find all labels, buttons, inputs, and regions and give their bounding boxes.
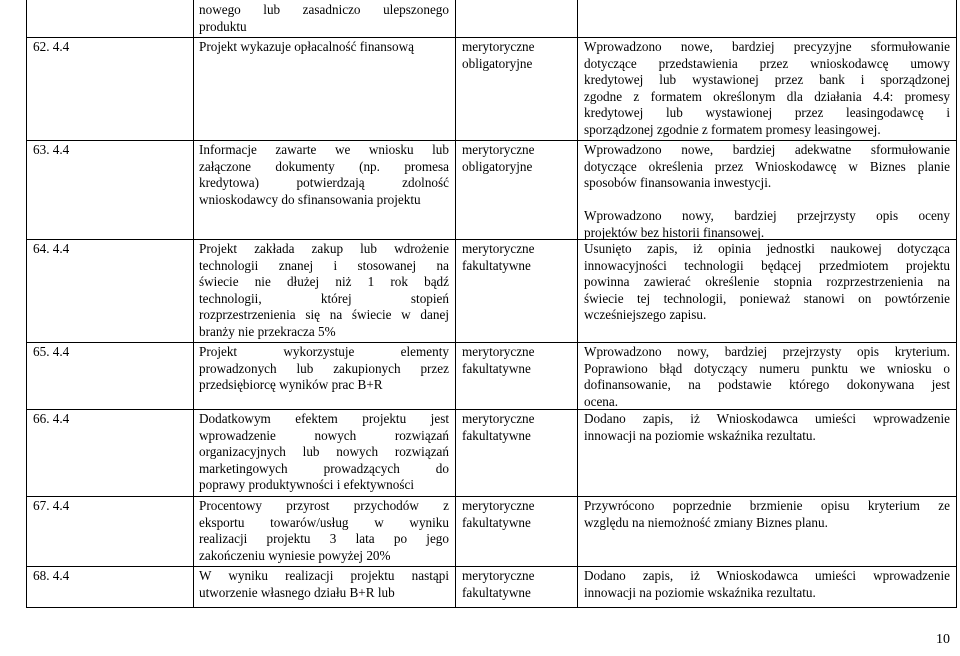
criterion-type-text: fakultatywne — [462, 427, 531, 443]
row-number: 63. 4.4 — [33, 142, 70, 157]
criterion-type-text: obligatoryjne — [462, 158, 533, 174]
change-justification-text: innowacyjności technologii będącej przedmiotem projektu — [584, 257, 950, 273]
criterion-type-cell — [462, 568, 574, 601]
criterion-text: technologii znanej i stosowanej na — [199, 257, 449, 273]
criterion-type-cell — [462, 39, 574, 72]
criterion-text: przedsiębiorcę wyników prac B+R — [199, 377, 383, 392]
criterion-text: branży nie przekracza 5% — [199, 323, 336, 339]
change-justification-text: innowacji na poziomie wskaźnika rezultatu. — [584, 584, 816, 600]
criterion-text: wnioskodawcy do sfinansowania projektu — [199, 191, 421, 207]
criterion-text: W wyniku realizacji projektu nastąpi — [199, 568, 449, 583]
page-number: 10 — [936, 632, 950, 647]
change-justification-text: Usunięto zapis, iż opinia jednostki naukowej dotycząca — [584, 241, 950, 256]
criterion-type-text: fakultatywne — [462, 257, 531, 273]
criterion-type-cell — [462, 344, 574, 377]
criterion-type-cell — [462, 498, 574, 531]
change-justification-text: względu na niemożność zmiany Biznes planu. — [584, 514, 828, 530]
table-border-left — [26, 0, 27, 608]
table-border-bottom — [26, 607, 957, 608]
row-number: 68. 4.4 — [33, 568, 70, 583]
column-divider-2 — [455, 0, 456, 608]
column-divider-3 — [577, 0, 578, 608]
criterion-text: zakończeniu wyniesie powyżej 20% — [199, 547, 391, 563]
change-justification-text: powinna zawierać określenie stopnia rozprzestrzenienia na — [584, 274, 950, 289]
criterion-text: Procentowy przyrost przychodów z — [199, 498, 449, 513]
change-justification-text: Poprawiono błąd dotyczący numeru punktu we wniosku o — [584, 360, 950, 376]
criterion-text: marketingowych prowadzących do — [199, 460, 449, 476]
change-justification-cell — [584, 344, 950, 410]
change-justification-text: sporządzonej zgodnie z formatem promesy leasingowej. — [584, 121, 881, 137]
row-divider — [26, 566, 957, 567]
row-divider — [26, 342, 957, 343]
row-number: 64. 4.4 — [33, 241, 70, 256]
change-justification-text: Wprowadzono nowy, bardziej przejrzysty opis oceny — [584, 208, 950, 223]
change-justification-text: Dodano zapis, iż Wnioskodawca umieści wprowadzenie — [584, 568, 950, 583]
change-justification-cell — [584, 411, 950, 444]
criterion-cell — [199, 2, 449, 35]
criterion-text: utworzenie własnego działu B+R lub — [199, 584, 395, 600]
row-divider — [26, 37, 957, 38]
change-justification-text: dotyczące przedstawienia przez wnioskodawcę umowy — [584, 55, 950, 71]
criterion-text: wprowadzenie nowych rozwiązań — [199, 427, 449, 443]
criterion-type-text: obligatoryjne — [462, 55, 533, 71]
change-justification-cell — [584, 498, 950, 531]
change-justification-text: Przywrócono poprzednie brzmienie opisu kryterium ze — [584, 498, 950, 513]
criterion-text: nowego lub zasadniczo ulepszonego — [199, 2, 449, 17]
row-number: 67. 4.4 — [33, 498, 70, 513]
change-justification-text — [584, 192, 950, 209]
criterion-type-text: merytoryczne — [462, 411, 535, 426]
change-justification-text: Wprowadzono nowe, bardziej adekwatne sformułowanie — [584, 142, 950, 157]
row-number: 65. 4.4 — [33, 344, 70, 359]
criterion-cell — [199, 142, 449, 208]
change-justification-text: Wprowadzono nowe, bardziej precyzyjne sformułowanie — [584, 39, 950, 54]
criterion-text: poprawy produktywności i efektywności — [199, 477, 414, 492]
change-justification-text: Dodano zapis, iż Wnioskodawca umieści wprowadzenie — [584, 411, 950, 426]
change-justification-text: zgodne z formatem określonym dla działania 4.4: promesy — [584, 88, 950, 104]
criterion-type-text: fakultatywne — [462, 584, 531, 600]
criterion-text: świecie nie dłużej niż 1 rok bądź — [199, 274, 449, 289]
row-divider — [26, 140, 957, 141]
criterion-text: realizacji projektu 3 lata po jego — [199, 531, 449, 546]
change-justification-text: wcześniejszego zapisu. — [584, 307, 707, 322]
criterion-type-text: merytoryczne — [462, 568, 535, 583]
criterion-type-text: merytoryczne — [462, 498, 535, 513]
change-justification-cell — [584, 39, 950, 138]
criterion-type-text: fakultatywne — [462, 360, 531, 376]
criterion-text: produktu — [199, 18, 247, 34]
criterion-text: kredytowa) potwierdzają zdolność — [199, 175, 449, 190]
criterion-cell — [199, 39, 449, 56]
change-justification-text: innowacji na poziomie wskaźnika rezultatu. — [584, 427, 816, 443]
column-divider-1 — [193, 0, 194, 608]
criterion-type-text: merytoryczne — [462, 241, 535, 256]
change-justification-text: Wprowadzono nowy, bardziej przejrzysty opis kryterium. — [584, 344, 950, 359]
criterion-cell — [199, 498, 449, 564]
criterion-type-cell — [462, 142, 574, 175]
table-border-right — [956, 0, 957, 608]
criterion-text: Informacje zawarte we wniosku lub — [199, 142, 449, 157]
criterion-text: eksportu towarów/usług w wyniku — [199, 514, 449, 530]
criterion-type-cell — [462, 411, 574, 444]
change-justification-cell — [584, 241, 950, 324]
criterion-text: Projekt wykorzystuje elementy — [199, 344, 449, 359]
criterion-text: rozprzestrzenienia się na świecie w danej — [199, 307, 449, 322]
row-divider — [26, 496, 957, 497]
criterion-type-text: merytoryczne — [462, 344, 535, 359]
change-justification-text: świecie tej technologii, ponieważ stanowi on powtórzenie — [584, 290, 950, 306]
change-justification-cell — [584, 142, 950, 241]
change-justification-text: dofinansowanie, na podstawie którego dokonywana jest — [584, 377, 950, 392]
change-justification-cell — [584, 568, 950, 601]
change-justification-text: dotyczące określenia przez Wnioskodawcę w Biznes planie — [584, 158, 950, 174]
change-justification-text: kredytowej lub wystawionej przez bank i sporządzonej — [584, 72, 950, 87]
criterion-text: technologii, której stopień — [199, 290, 449, 306]
criterion-text: załączone dokumenty (np. promesa — [199, 158, 449, 174]
criterion-text: Projekt zakłada zakup lub wdrożenie — [199, 241, 449, 256]
criterion-cell — [199, 241, 449, 340]
criterion-text: Dodatkowym efektem projektu jest — [199, 411, 449, 426]
criterion-text: organizacyjnych lub nowych rozwiązań — [199, 444, 449, 459]
row-number: 62. 4.4 — [33, 39, 70, 54]
criterion-cell — [199, 411, 449, 494]
criterion-text: prowadzonych lub zakupionych przez — [199, 360, 449, 376]
change-justification-text: ocena. — [584, 393, 619, 409]
criterion-type-text: merytoryczne — [462, 39, 535, 54]
change-justification-text: projektów bez historii finansowej. — [584, 224, 765, 240]
criterion-type-text: fakultatywne — [462, 514, 531, 530]
criterion-text: Projekt wykazuje opłacalność finansową — [199, 39, 414, 54]
criterion-cell — [199, 344, 449, 394]
row-number: 66. 4.4 — [33, 411, 70, 426]
change-justification-text: sposobów finansowania inwestycji. — [584, 175, 772, 190]
criterion-type-text: merytoryczne — [462, 142, 535, 157]
criterion-type-cell — [462, 241, 574, 274]
criterion-cell — [199, 568, 449, 601]
change-justification-text: kredytowej lub wystawionej przez leasingodawcę i — [584, 105, 950, 120]
